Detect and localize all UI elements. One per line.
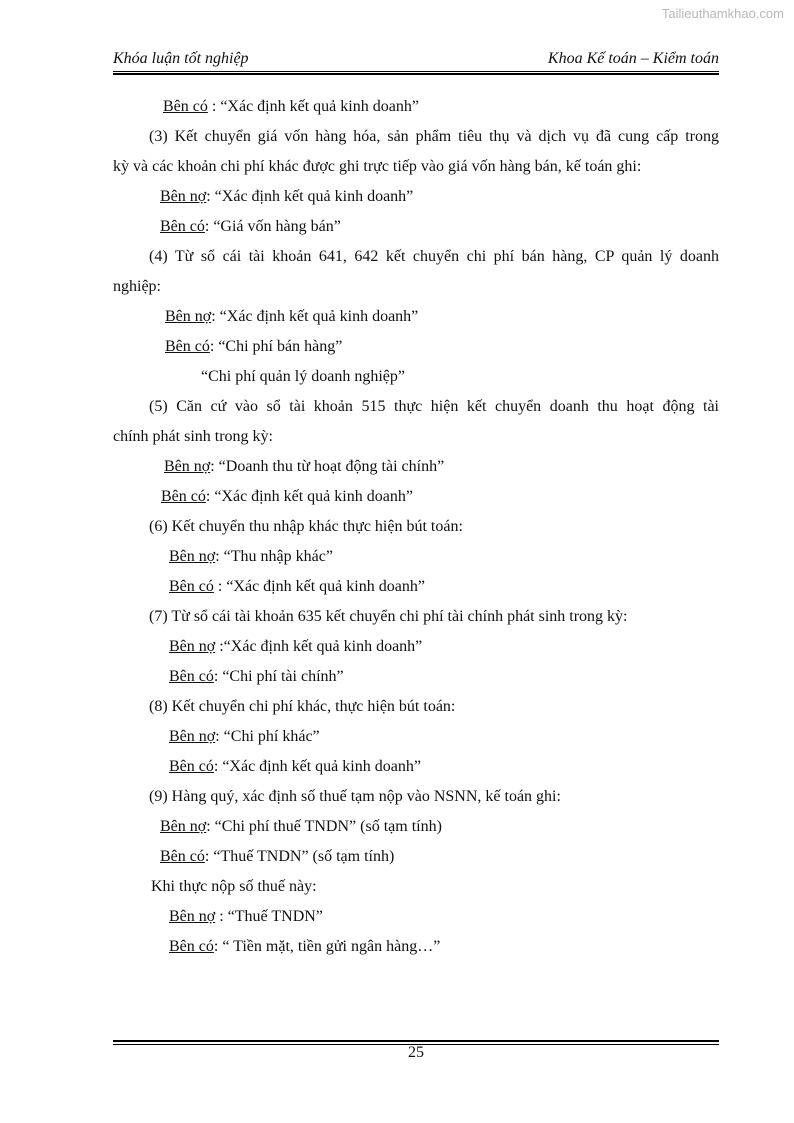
text-line [113,182,719,212]
header-left: Khóa luận tốt nghiệp [113,50,249,67]
line-text: : “Thu nhập khác” [215,548,333,565]
line-text: (7) Từ sổ cái tài khoản 635 kết chuyển chi phí tài chính phát sinh trong kỳ: [149,608,628,625]
line-text: (3) Kết chuyển giá vốn hàng hóa, sản phẩm tiêu thụ và dịch vụ đã cung cấp trong [149,128,719,145]
line-text: : “Chi phí khác” [215,728,320,745]
text-line [113,722,719,752]
line-text: : “Doanh thu từ hoạt động tài chính” [210,458,445,475]
line-text: : “Xác định kết quả kinh doanh” [213,758,421,775]
text-line [113,212,719,242]
line-text: : “Xác định kết quả kinh doanh” [206,188,414,205]
text-line [113,692,719,722]
account-side-label: Bên nợ [160,818,207,835]
text-line [113,482,719,512]
account-side-label: Bên có [169,668,214,685]
page-header [113,50,719,72]
account-side-label: Bên có [165,338,210,355]
text-line [113,92,719,122]
text-line [113,812,719,842]
text-line [113,842,719,872]
text-line [113,452,719,482]
text-line [113,332,719,362]
account-side-label: Bên có [163,98,208,115]
watermark: Tailieuthamkhao.com [661,6,784,21]
account-side-label: Bên có [169,758,214,775]
account-side-label: Bên có [161,488,206,505]
account-side-label: Bên nợ [169,548,216,565]
document-body [113,92,719,962]
line-text: kỳ và các khoản chi phí khác được ghi trực tiếp vào giá vốn hàng bán, kế toán ghi: [113,158,642,175]
line-text: : “Chi phí bán hàng” [209,338,343,355]
page-number: 25 [408,1044,424,1061]
text-line [113,392,719,422]
line-text: (8) Kết chuyển chi phí khác, thực hiện bút toán: [149,698,456,715]
line-text: : “Thuế TNDN” [215,908,323,925]
line-text: : “Xác định kết quả kinh doanh” [213,578,425,595]
line-text: : “ Tiền mặt, tiền gửi ngân hàng…” [213,938,441,955]
line-text: : “Xác định kết quả kinh doanh” [207,98,419,115]
line-text: : “Xác định kết quả kinh doanh” [211,308,419,325]
line-text: Khi thực nộp số thuế này: [151,878,317,895]
line-text: (5) Căn cứ vào sổ tài khoản 515 thực hiện kết chuyển doanh thu hoạt động tài [149,398,719,415]
line-text: : “Giá vốn hàng bán” [204,218,341,235]
text-line [113,662,719,692]
line-text: :“Xác định kết quả kinh doanh” [215,638,423,655]
line-text: : “Thuế TNDN” (số tạm tính) [204,848,395,865]
account-side-label: Bên nợ [169,638,216,655]
account-side-label: Bên nợ [164,458,211,475]
account-side-label: Bên có [169,938,214,955]
text-line [113,302,719,332]
text-line [113,362,719,392]
text-line [113,602,719,632]
line-text: : “Chi phí thuế TNDN” (số tạm tính) [206,818,442,835]
account-side-label: Bên nợ [165,308,212,325]
text-line [113,782,719,812]
account-side-label: Bên nợ [160,188,207,205]
line-text: : “Xác định kết quả kinh doanh” [205,488,413,505]
line-text: (6) Kết chuyển thu nhập khác thực hiện bút toán: [149,518,463,535]
text-line [113,512,719,542]
text-line [113,752,719,782]
text-line [113,542,719,572]
line-text: nghiệp: [113,278,161,295]
text-line [113,632,719,662]
account-side-label: Bên nợ [169,728,216,745]
footer-rule [113,1040,719,1042]
account-side-label: Bên nợ [169,908,216,925]
account-side-label: Bên có [169,578,214,595]
line-text: chính phát sinh trong kỳ: [113,428,273,445]
account-side-label: Bên có [160,848,205,865]
text-line [113,932,719,962]
line-text: : “Chi phí tài chính” [213,668,344,685]
text-line [113,902,719,932]
line-text: “Chi phí quản lý doanh nghiệp” [201,368,405,385]
line-text: (4) Từ sổ cái tài khoản 641, 642 kết chuyển chi phí bán hàng, CP quản lý doanh [149,248,719,265]
text-line [113,422,719,452]
text-line [113,242,719,272]
text-line [113,152,719,182]
account-side-label: Bên có [160,218,205,235]
line-text: (9) Hàng quý, xác định số thuế tạm nộp vào NSNN, kế toán ghi: [149,788,561,805]
text-line [113,572,719,602]
header-right: Khoa Kế toán – Kiểm toán [547,50,719,67]
text-line [113,122,719,152]
text-line [113,272,719,302]
text-line [113,872,719,902]
